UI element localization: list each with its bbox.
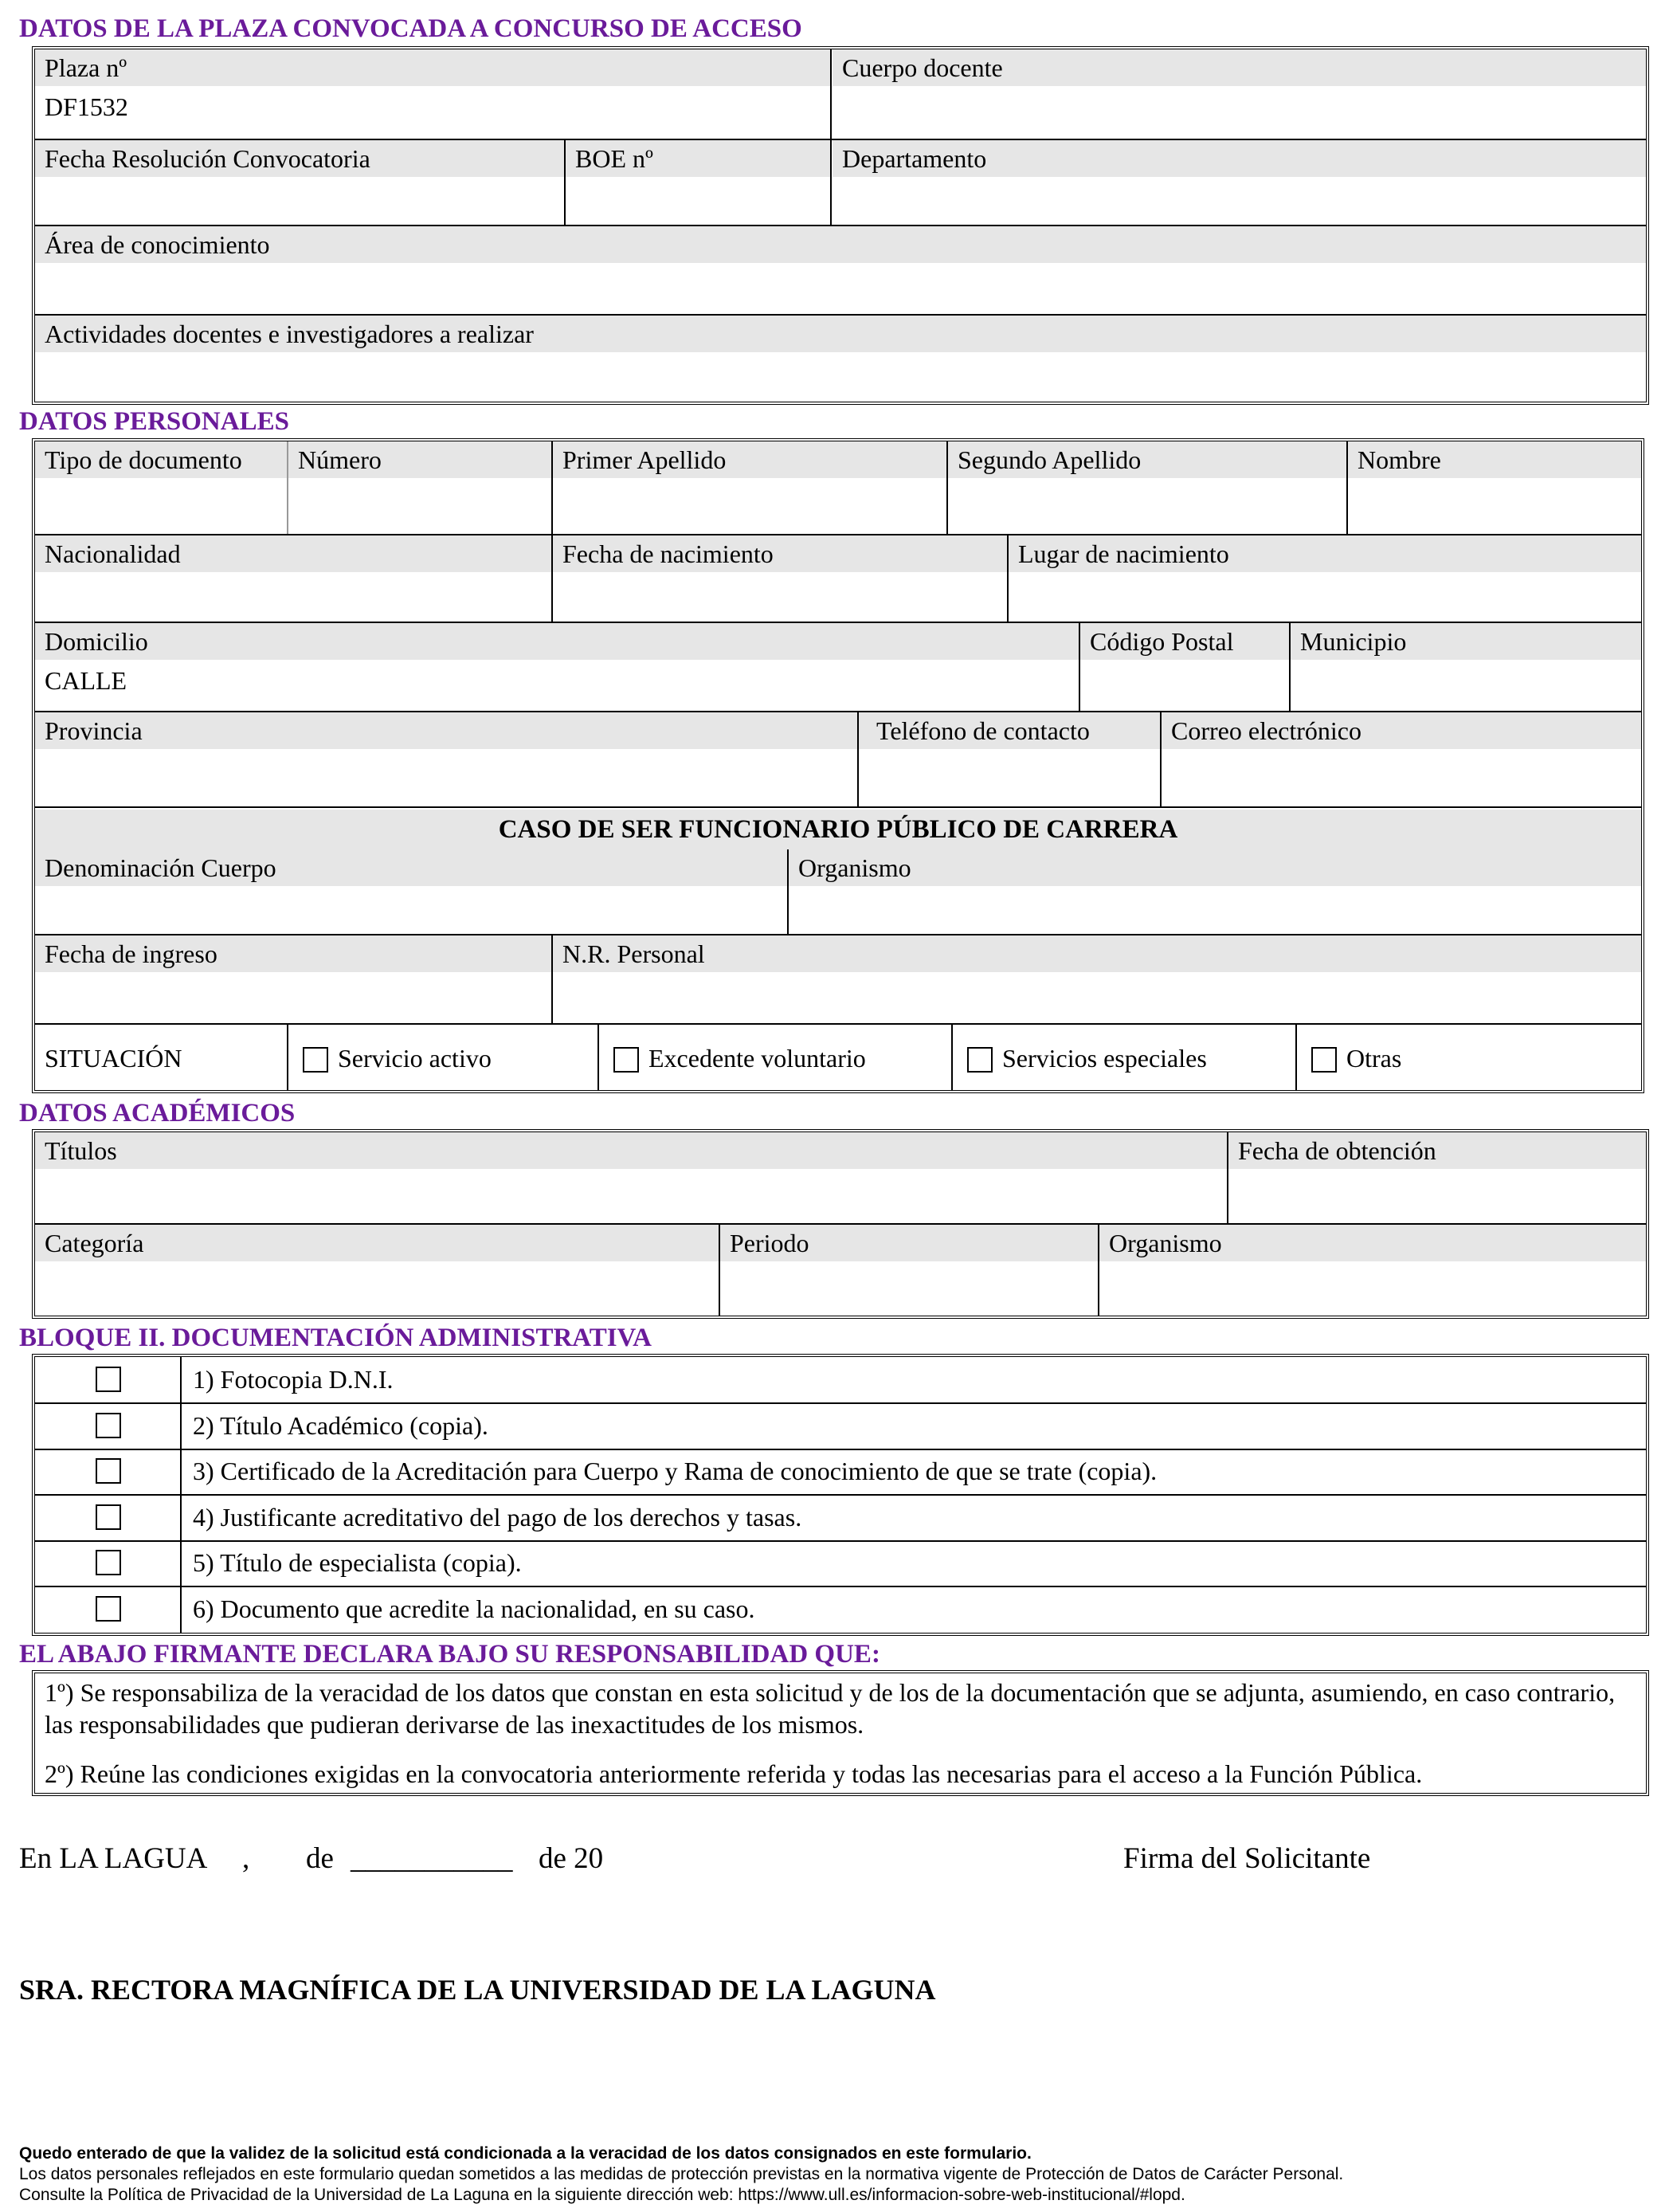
declaracion-line-2: 2º) Reúne las condiciones exigidas en la convocatoria anteriormente referida y todas las necesarias para el acceso a la Función Pública. [45, 1759, 1423, 1788]
firma-lugar: En LA LAGUA [19, 1842, 208, 1875]
label-organismo-funcionario: Organismo [789, 849, 1641, 886]
firma-de-1: de [306, 1842, 334, 1875]
field-titulos[interactable] [35, 1132, 1227, 1223]
field-plaza[interactable] [35, 49, 830, 139]
section-heading-plaza: DATOS DE LA PLAZA CONVOCADA A CONCURSO DE ACCESO [19, 14, 802, 43]
checkbox-doc-6[interactable] [96, 1596, 121, 1622]
label-situacion: SITUACIÓN [45, 1044, 182, 1073]
field-municipio[interactable] [1291, 623, 1641, 711]
option-servicios-especiales: Servicios especiales [1002, 1044, 1207, 1073]
label-denominacion-cuerpo: Denominación Cuerpo [35, 849, 787, 886]
label-fecha-obtencion: Fecha de obtención [1228, 1132, 1646, 1169]
field-departamento[interactable] [833, 140, 1646, 225]
funcionario-heading: CASO DE SER FUNCIONARIO PÚBLICO DE CARRERA [35, 810, 1641, 849]
option-excedente-voluntario: Excedente voluntario [648, 1044, 866, 1073]
field-fecha-resolucion[interactable] [35, 140, 564, 225]
field-segundo-apellido[interactable] [948, 441, 1346, 534]
field-periodo[interactable] [720, 1225, 1098, 1316]
checkbox-servicios-especiales[interactable] [967, 1047, 993, 1073]
doc-item-6: 6) Documento que acredite la nacionalidad, en su caso. [193, 1594, 755, 1623]
label-segundo-apellido: Segundo Apellido [948, 441, 1346, 478]
declaracion-line-1: 1º) Se responsabiliza de la veracidad de los datos que constan en esta solicitud y de los de la documentación que se adjunta, asumiendo, en caso contrario, las responsabilidades que pudieran derivarse de las inexactitudes de los mismos. [45, 1678, 1616, 1739]
field-denominacion-cuerpo[interactable] [35, 849, 787, 934]
field-fecha-ingreso[interactable] [35, 935, 551, 1023]
academicos-box [32, 1129, 1649, 1319]
label-departamento: Departamento [833, 140, 1646, 177]
label-categoria: Categoría [35, 1225, 719, 1261]
label-actividades: Actividades docentes e investigadores a realizar [35, 316, 1646, 352]
checkbox-doc-5[interactable] [96, 1550, 121, 1575]
label-telefono: Teléfono de contacto [859, 712, 1160, 749]
field-provincia[interactable] [35, 712, 857, 806]
label-nombre: Nombre [1348, 441, 1641, 478]
label-fecha-nacimiento: Fecha de nacimiento [553, 535, 1007, 572]
field-domicilio[interactable] [35, 623, 1079, 711]
label-domicilio: Domicilio [35, 623, 1079, 660]
destinatario: SRA. RECTORA MAGNÍFICA DE LA UNIVERSIDAD DE LA LAGUNA [19, 1974, 936, 2006]
field-numero[interactable] [288, 441, 551, 534]
firma-date-blank[interactable]: ___________ [351, 1842, 513, 1875]
value-plaza: DF1532 [45, 92, 128, 121]
personales-box [32, 438, 1644, 1093]
doc-item-5: 5) Título de especialista (copia). [193, 1548, 522, 1577]
label-cuerpo-docente: Cuerpo docente [833, 49, 1646, 86]
field-fecha-obtencion[interactable] [1228, 1132, 1646, 1223]
label-municipio: Municipio [1291, 623, 1641, 660]
label-nacionalidad: Nacionalidad [35, 535, 551, 572]
firma-comma: , [242, 1842, 250, 1875]
option-servicio-activo: Servicio activo [338, 1044, 492, 1073]
firma-de-2: de 20 [539, 1842, 604, 1875]
label-nr-personal: N.R. Personal [553, 935, 1641, 972]
label-periodo: Periodo [720, 1225, 1098, 1261]
doc-item-2: 2) Título Académico (copia). [193, 1411, 488, 1440]
checkbox-doc-2[interactable] [96, 1413, 121, 1438]
field-organismo-academico[interactable] [1099, 1225, 1646, 1316]
label-numero: Número [288, 441, 551, 478]
footer-line-3: Consulte la Política de Privacidad de la Universidad de La Laguna en la siguiente dirección web: https://www.ull.es/informacion-sobre-web-institucional/#lopd. [19, 2186, 1185, 2204]
field-tipo-documento[interactable] [35, 441, 287, 534]
label-correo: Correo electrónico [1162, 712, 1641, 749]
section-heading-personales: DATOS PERSONALES [19, 407, 289, 436]
label-boe: BOE nº [566, 140, 830, 177]
section-heading-academicos: DATOS ACADÉMICOS [19, 1099, 296, 1128]
label-fecha-resolucion: Fecha Resolución Convocatoria [35, 140, 564, 177]
checkbox-otras[interactable] [1311, 1047, 1337, 1073]
value-domicilio: CALLE [45, 666, 127, 695]
label-codigo-postal: Código Postal [1080, 623, 1289, 660]
label-tipo-documento: Tipo de documento [35, 441, 287, 478]
checkbox-excedente-voluntario[interactable] [613, 1047, 639, 1073]
label-organismo-academico: Organismo [1099, 1225, 1646, 1261]
field-primer-apellido[interactable] [553, 441, 946, 534]
field-telefono[interactable] [859, 712, 1160, 806]
field-cuerpo-docente[interactable] [833, 49, 1646, 139]
section-heading-documentacion: BLOQUE II. DOCUMENTACIÓN ADMINISTRATIVA [19, 1324, 652, 1352]
doc-item-1: 1) Fotocopia D.N.I. [193, 1365, 394, 1394]
checkbox-doc-1[interactable] [96, 1367, 121, 1392]
footer-bold-line: Quedo enterado de que la validez de la solicitud está condicionada a la veracidad de los datos consignados en este formulario. [19, 2144, 1032, 2163]
field-categoria[interactable] [35, 1225, 719, 1316]
checkbox-doc-4[interactable] [96, 1504, 121, 1530]
field-nr-personal[interactable] [553, 935, 1641, 1023]
label-lugar-nacimiento: Lugar de nacimiento [1009, 535, 1641, 572]
field-nombre[interactable] [1348, 441, 1641, 534]
field-boe[interactable] [566, 140, 830, 225]
checkbox-servicio-activo[interactable] [303, 1047, 328, 1073]
label-plaza: Plaza nº [35, 49, 830, 86]
field-actividades[interactable] [35, 316, 1646, 402]
label-titulos: Títulos [35, 1132, 1227, 1169]
field-codigo-postal[interactable] [1080, 623, 1289, 711]
section-heading-declaracion: EL ABAJO FIRMANTE DECLARA BAJO SU RESPONSABILIDAD QUE: [19, 1640, 880, 1669]
field-lugar-nacimiento[interactable] [1009, 535, 1641, 622]
field-fecha-nacimiento[interactable] [553, 535, 1007, 622]
label-provincia: Provincia [35, 712, 857, 749]
plaza-box [32, 46, 1649, 405]
field-nacionalidad[interactable] [35, 535, 551, 622]
footer-line-2: Los datos personales reflejados en este formulario quedan sometidos a las medidas de protección previstas en la normativa vigente de Protección de Datos de Carácter Personal. [19, 2165, 1344, 2183]
field-correo[interactable] [1162, 712, 1641, 806]
checkbox-doc-3[interactable] [96, 1458, 121, 1484]
doc-item-3: 3) Certificado de la Acreditación para Cuerpo y Rama de conocimiento de que se trate (copia). [193, 1457, 1158, 1485]
field-area-conocimiento[interactable] [35, 226, 1646, 314]
firma-solicitante-label: Firma del Solicitante [1123, 1842, 1371, 1875]
documentacion-box [32, 1354, 1649, 1636]
label-primer-apellido: Primer Apellido [553, 441, 946, 478]
option-otras: Otras [1346, 1044, 1402, 1073]
field-organismo-funcionario[interactable] [789, 849, 1641, 934]
doc-item-4: 4) Justificante acreditativo del pago de los derechos y tasas. [193, 1503, 802, 1532]
label-area-conocimiento: Área de conocimiento [35, 226, 1646, 263]
label-fecha-ingreso: Fecha de ingreso [35, 935, 551, 972]
declaracion-box [32, 1670, 1649, 1796]
